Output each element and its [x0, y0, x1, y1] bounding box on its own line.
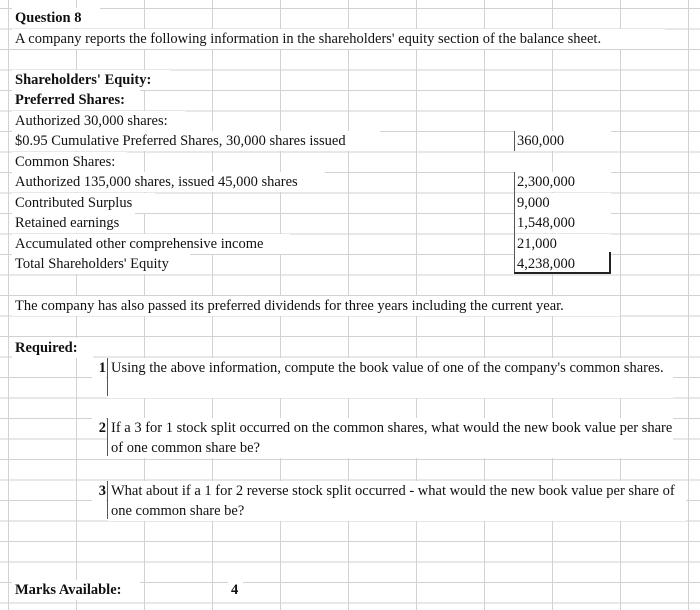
- amount-retained-earnings: 1,548,000: [514, 213, 611, 233]
- amount-contributed-surplus: 9,000: [514, 193, 611, 213]
- preferred-heading: Preferred Shares:: [12, 90, 140, 110]
- item-number-1: 1: [92, 358, 106, 378]
- label-retained-earnings: Retained earnings: [12, 213, 135, 233]
- amount-border: [514, 172, 515, 274]
- section-heading: Shareholders' Equity:: [12, 70, 170, 90]
- amount-preferred: 360,000: [514, 131, 611, 151]
- label-authorized-preferred: Authorized 30,000 shares:: [12, 111, 185, 131]
- item-number-2: 2: [92, 418, 106, 438]
- dividend-note: The company has also passed its preferred dividends for three years including the current year.: [12, 296, 620, 316]
- label-total-equity: Total Shareholders' Equity: [12, 254, 190, 274]
- marks-value: 4: [228, 580, 243, 600]
- item-text-3: What about if a 1 for 2 reverse stock split occurred - what would the new book value per share of one common share be?: [108, 481, 686, 521]
- amount-total-equity: 4,238,000: [514, 254, 611, 274]
- label-aoci: Accumulated other comprehensive income: [12, 234, 290, 254]
- amount-aoci: 21,000: [514, 234, 611, 254]
- item-text-1: Using the above information, compute the book value of one of the company's common shares.: [108, 358, 673, 398]
- marks-label: Marks Available:: [12, 580, 140, 600]
- amount-border: [514, 131, 515, 151]
- total-border-right: [609, 252, 611, 274]
- intro-text: A company reports the following information in the shareholders' equity section of the balance sheet.: [12, 29, 665, 49]
- total-underline: [514, 272, 610, 274]
- label-cumulative-preferred: $0.95 Cumulative Preferred Shares, 30,000 shares issued: [12, 131, 380, 151]
- question-title: Question 8: [12, 8, 100, 28]
- amount-common: 2,300,000: [514, 172, 611, 192]
- item-number-3: 3: [92, 481, 106, 501]
- required-heading: Required:: [12, 338, 93, 358]
- item-text-2: If a 3 for 1 stock split occurred on the common shares, what would the new book value per share of one common share be?: [108, 418, 673, 458]
- label-common-shares: Common Shares:: [12, 152, 127, 172]
- label-contributed-surplus: Contributed Surplus: [12, 193, 155, 213]
- label-authorized-common: Authorized 135,000 shares, issued 45,000 shares: [12, 172, 325, 192]
